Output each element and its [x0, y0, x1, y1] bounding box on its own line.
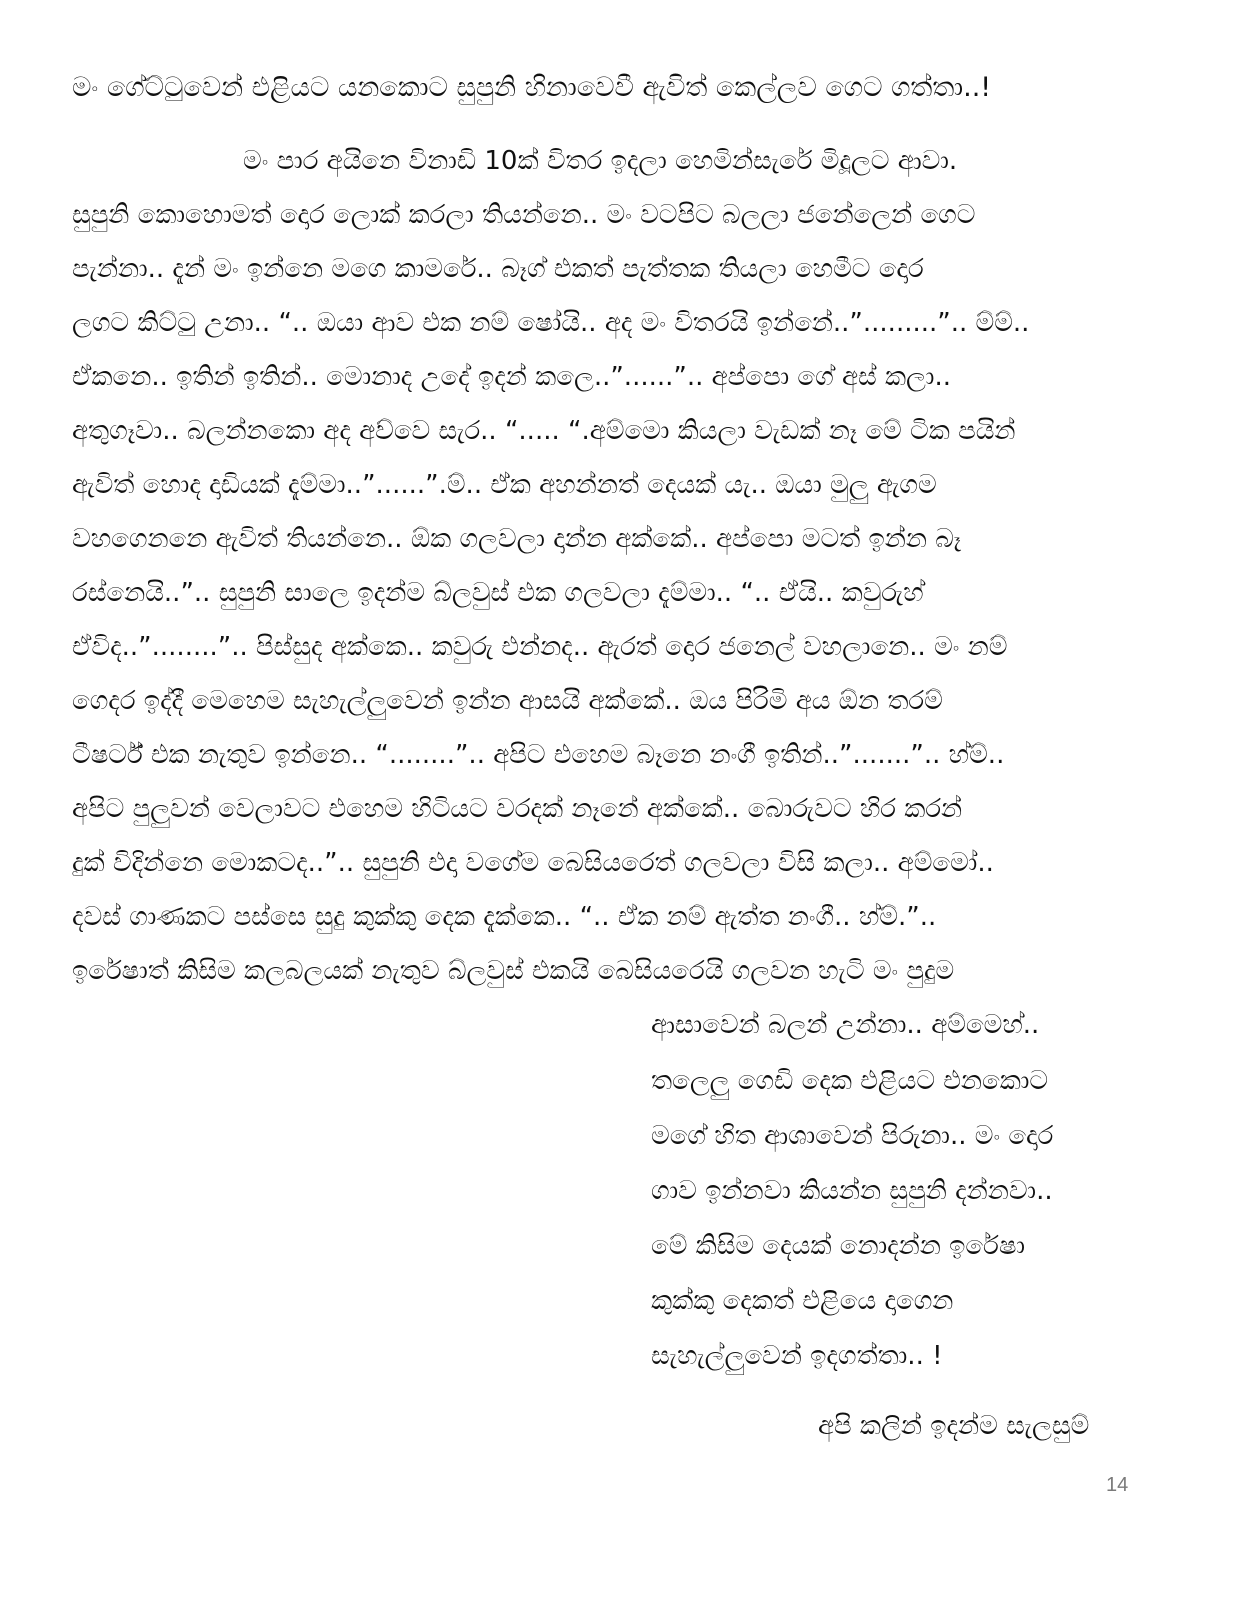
text-line: වහගෙනනෙ ඇවිත් තියන්නෙ.. ඕක ගලවලා දාන්න අක්කේ.. අප්පො මටත් ඉන්න බෑ [72, 524, 962, 554]
text-line: ඉරේෂාත් කිසිම කලබලයක් නැතුව බ්ලවුස් එකයි බෙසියරෙයි ගලවන හැටි මං පුදුම [72, 956, 955, 986]
text-line: දුක් විදින්නෙ මොකටද..”.. සුපුනි එදා වගේම බෙසියරෙත් ගලවලා විසි කලා.. අම්මෝ.. [72, 848, 994, 878]
text-line: ගාව ඉන්නවා කියන්න සුපුනි දන්නවා.. [651, 1176, 1053, 1206]
text-line: තලෙලු ගෙඩි දෙක එළියට එනකොට [651, 1066, 1049, 1096]
page-number: 14 [1106, 1474, 1129, 1496]
text-line: පැන්නා.. දැන් මං ඉන්නෙ මගෙ කාමරේ.. බෑග් එකත් පැත්තක තියලා හෙමීට දොර [72, 254, 924, 284]
text-line: මං පාර අයිනෙ විනාඩි 10ක් විතර ඉදලා හෙමින්සැරේ මිදූලට ආවා. [243, 146, 958, 176]
text-line: ඒකනෙ.. ඉතින් ඉතින්.. මොනාද උදේ ඉදන් කලෙ..”......”.. අප්පො ගේ අස් කලා.. [72, 362, 951, 392]
text-line: ආසාවෙන් බලන් උන්නා.. අම්මෙහ්.. [651, 1010, 1040, 1040]
text-line: අපිට පුලුවන් වෙලාවට එහෙම හිටියට වරදක් නෑනේ අක්කේ.. බොරුවට හිර කරන් [72, 794, 963, 824]
text-line: ටීෂර්ට් එක නැතුව ඉන්නෙ.. “........”.. අපිට එහෙම බෑනෙ නංගී ඉතින්..”.......”.. හ්ම්.. [72, 740, 1005, 770]
text-line: අතුගෑවා.. බලන්නකො අද අව්වෙ සැර.. “..... “.අම්මො කියලා වැඩක් නෑ මේ ටික පයින් [72, 416, 1016, 446]
text-line: සුපුනි කොහොමත් දොර ලොක් කරලා තියන්නෙ.. මං වටපිට බලලා ජනේලෙන් ගෙට [72, 200, 976, 230]
text-line: ඇවිත් හොද දාඩියක් දැම්මා..”......”.ම්.. ඒක අහන්නත් දෙයක් යැ.. ඔයා මුලු ඇගම [72, 470, 937, 500]
text-line: රස්නෙයි..”.. සුපුනි සාලෙ ඉදන්ම බ්ලවුස් එක ගලවලා දැම්මා.. “.. ඒයි.. කවුරුහ් [72, 578, 924, 608]
text-line: මං ගේට්ටුවෙන් එළියට යනකොට සුපුනි හිනාවෙවී ඇවිත් කෙල්ලව ගෙට ගත්තා..! [72, 72, 992, 103]
text-line: අපි කලින් ඉදන්ම සැලසුම් [818, 1411, 1090, 1441]
text-line: දවස් ගාණකට පස්සෙ සුදු කුක්කු දෙක දැක්කෙ.. “.. ඒක නම් ඇත්ත නංගී.. හ්ම්.”.. [72, 902, 937, 932]
text-line: මේ කිසිම දෙයක් නොදන්න ඉරේෂා [651, 1231, 1025, 1261]
text-line: ඒවිද..”........”.. පිස්සුද අක්කෙ.. කවුරු එන්නද.. ඇරත් දොර ජනෙල් වහලානෙ.. මං නම් [72, 632, 1008, 662]
text-line: මගේ හිත ආශාවෙන් පිරුනා.. මං දොර [651, 1121, 1054, 1151]
text-line: ලගට කිට්ටු උනා.. “.. ඔයා ආව එක නම් ෂෝයි.. අද මං විතරයි ඉන්නේ..”.........”.. ම්ම්.. [72, 308, 1030, 338]
text-line: සැහැල්ලුවෙන් ඉදගත්තා.. ! [651, 1341, 943, 1371]
text-line: කුක්කු දෙකත් එළියෙ දාගෙන [651, 1286, 954, 1316]
text-line: ගෙදර ඉද්දී මෙහෙම සැහැල්ලුවෙන් ඉන්න ආසයි අක්කේ.. ඔය පිරිමි අය ඕන තරම් [72, 686, 943, 716]
